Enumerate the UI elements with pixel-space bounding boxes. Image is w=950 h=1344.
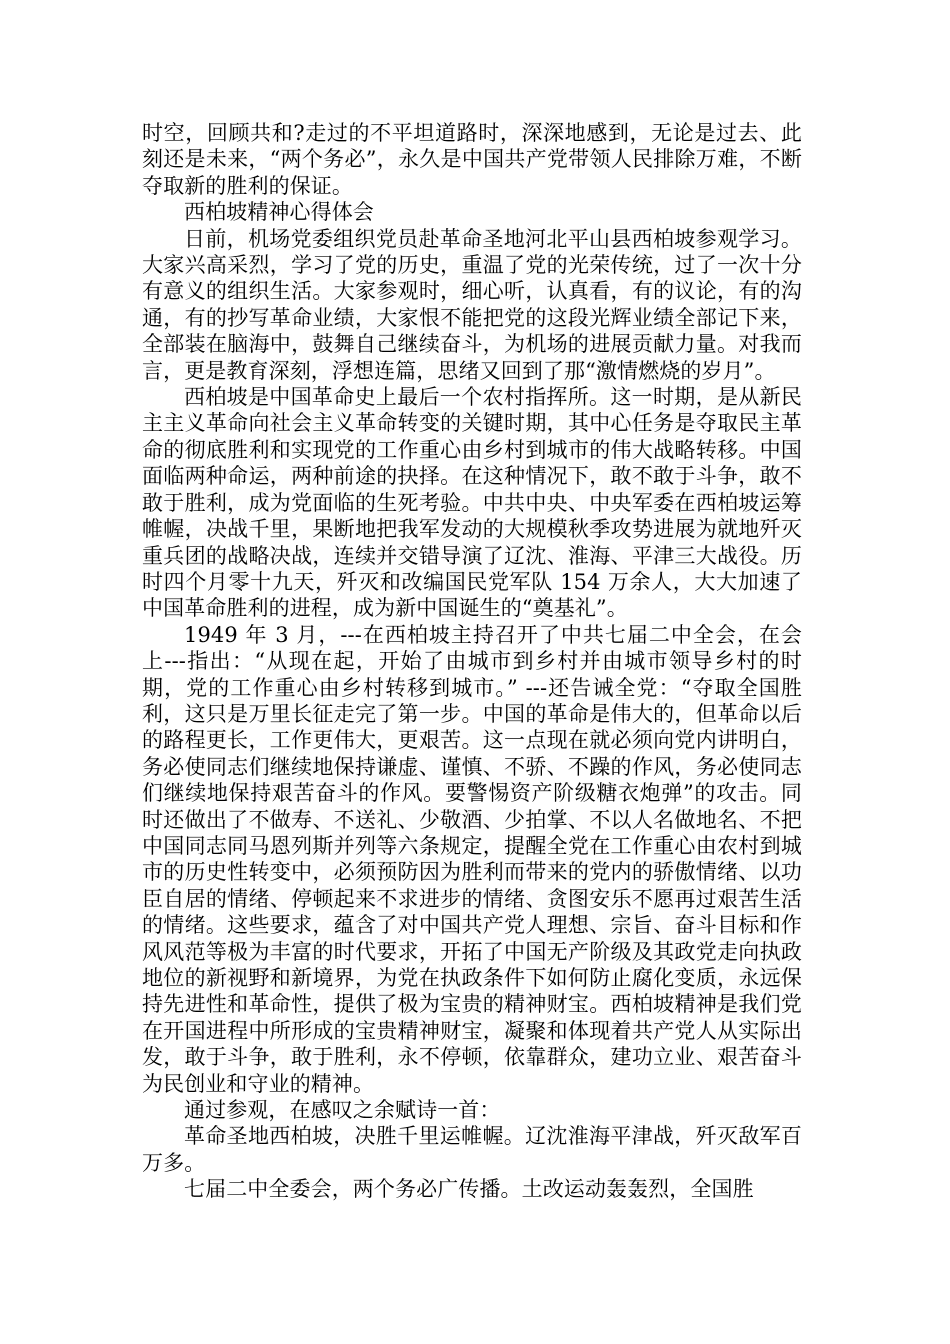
paragraph-plenary: 1949 年 3 月，---在西柏坡主持召开了中共七届二中全会，在会上---指出：“从现在起，开始了由城市到乡村并由城市领导乡村的时期，党的工作重心由乡村转移到城市。” ---还告诫全党：“夺取全国胜利，这只是万里长征走完了第一步。中国的革命是伟大的，但革命以后的路程更长，工作更伟大，更艰苦。这一点现在就必须向党内讲明白，务必使同志们继续地保持谦虚、谨慎、不骄、不躁的作风，务必使同志们继续地保持艰苦奋斗的作风。要警惕资产阶级糖衣炮弹”的攻击。同时还做出了不做寿、不送礼、少敬酒、少拍掌、不以人名做地名、不把中国同志同马恩列斯并列等六条规定，提醒全党在工作重心由农村到城市的历史性转变中，必须预防因为胜利而带来的党内的骄傲情绪、以功臣自居的情绪、停顿起来不求进步的情绪、贪图安乐不愿再过艰苦生活的情绪。这些要求，蕴含了对中国共产党人理想、宗旨、奋斗目标和作风风范等极为丰富的时代要求，开拓了中国无产阶级及其政党走向执政地位的新视野和新境界，为党在执政条件下如何防止腐化变质，永远保持先进性和革命性，提供了极为宝贵的精神财宝。西柏坡精神是我们党在开国进程中所形成的宝贵精神财宝，凝聚和体现着共产党人从实际出发，敢于斗争，敢于胜利，永不停顿，依靠群众，建功立业、艰苦奋斗为民创业和守业的精神。 xyxy=(142,622,802,1096)
document-page xyxy=(142,120,802,1203)
paragraph-intro: 日前，机场党委组织党员赴革命圣地河北平山县西柏坡参观学习。大家兴高采烈，学习了党的历史，重温了党的光荣传统，过了一次十分有意义的组织生活。大家参观时，细心听，认真看，有的议论，有的沟通，有的抄写革命业绩，大家恨不能把党的这段光辉业绩全部记下来，全部装在脑海中，鼓舞自己继续奋斗，为机场的进展贡献力量。对我而言，更是教育深刻，浮想连篇，思绪又回到了那“激情燃烧的岁月”。 xyxy=(142,226,802,383)
paragraph-history: 西柏坡是中国革命史上最后一个农村指挥所。这一时期，是从新民主主义革命向社会主义革命转变的关键时期，其中心任务是夺取民主革命的彻底胜利和实现党的工作重心由乡村到城市的伟大战略转移。中国面临两种命运，两种前途的抉择。在这种情况下，敢不敢于斗争，敢不敢于胜利，成为党面临的生死考验。中共中央、中央军委在西柏坡运筹帷幄，决战千里，果断地把我军发动的大规模秋季攻势进展为就地歼灭重兵团的战略决战，连续并交错导演了辽沈、淮海、平津三大战役。历时四个月零十九天，歼灭和改编国民党军队 154 万余人，大大加速了中国革命胜利的进程，成为新中国诞生的“奠基礼”。 xyxy=(142,385,802,621)
paragraph-continued: 时空，回顾共和?走过的不平坦道路时，深深地感到，无论是过去、此刻还是未来，“两个务必”，永久是中国共产党带领人民排除万难，不断夺取新的胜利的保证。 xyxy=(142,121,802,198)
poem-stanza-2: 七届二中全委会，两个务必广传播。土改运动轰轰烈，全国胜 xyxy=(184,1177,754,1202)
paragraph-poem-intro: 通过参观，在感叹之余赋诗一首： xyxy=(184,1098,501,1123)
section-title: 西柏坡精神心得体会 xyxy=(184,200,374,225)
poem-stanza-1: 革命圣地西柏坡，决胜千里运帷幄。辽沈淮海平津战，歼灭敌军百万多。 xyxy=(142,1124,802,1175)
